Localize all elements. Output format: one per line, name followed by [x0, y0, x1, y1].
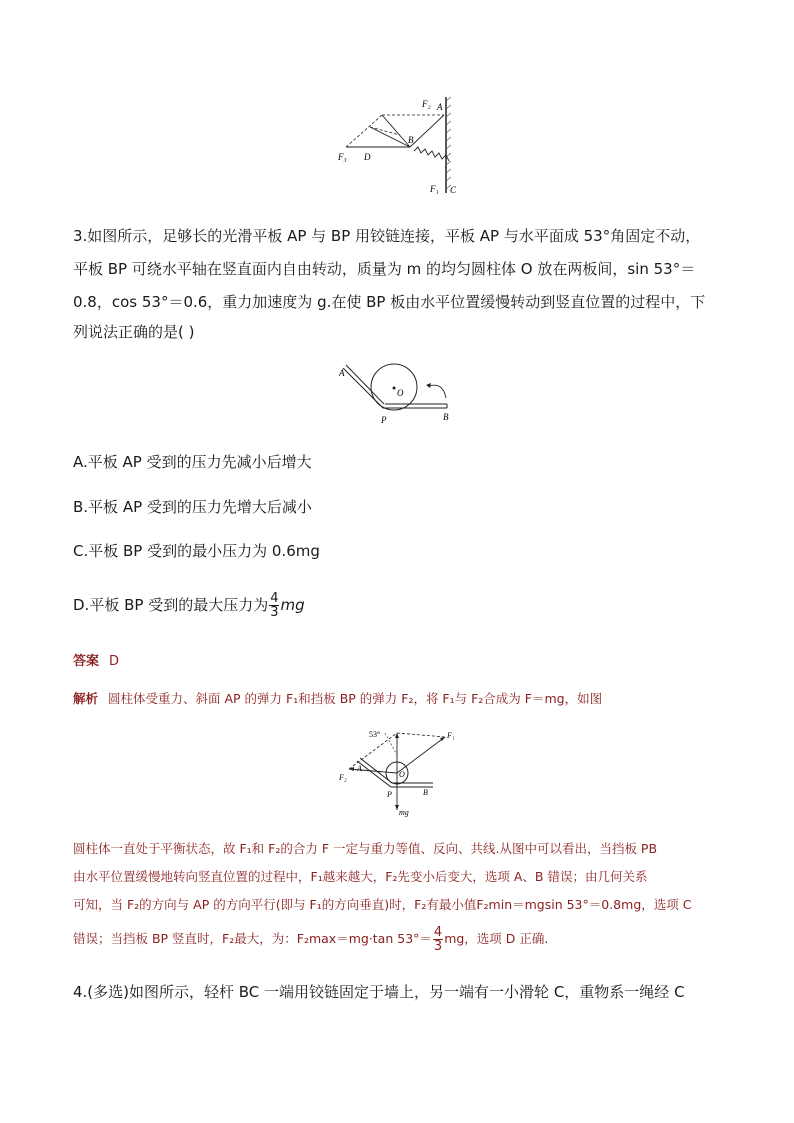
q3-text-line-3: 0.8，cos 53°＝0.6，重力加速度为 g.在使 BP 板由水平位置缓慢转动到竖直位置的过程中，下 — [73, 293, 706, 311]
analysis-text-5-suffix: mg，选项 D 正确. — [444, 931, 549, 946]
option-c: C.平板 BP 受到的最小压力为 0.6mg — [73, 542, 320, 560]
label-b: B — [408, 135, 414, 145]
fig2-label-p: P — [381, 415, 387, 425]
label-f1: F₁ — [430, 184, 439, 194]
fig3-label-a: A — [357, 764, 362, 773]
analysis-label: 解析 — [73, 691, 99, 706]
fig2-label-o: O — [397, 388, 404, 398]
force-diagram-1 — [330, 95, 470, 200]
cylinder-plates-diagram — [335, 358, 460, 428]
analysis-fraction-numerator: 4 — [433, 925, 443, 940]
fig3-label-o: O — [399, 770, 405, 779]
analysis-text-5-prefix: 错误；当挡板 BP 竖直时，F₂最大，为：F₂max＝mg·tan 53°＝ — [73, 931, 432, 946]
fig3-label-angle: 53° — [369, 730, 381, 739]
fig2-label-b: B — [443, 412, 449, 422]
answer-label: 答案 — [73, 654, 100, 669]
option-d — [73, 592, 305, 619]
option-d-denominator: 3 — [270, 605, 279, 620]
label-a: A — [437, 102, 443, 112]
q3-text-line-1: 3.如图所示，足够长的光滑平板 AP 与 BP 用铰链连接，平板 AP 与水平面成 53°角固定不动， — [73, 227, 701, 245]
analysis-text-3: 由水平位置缓慢地转向竖直位置的过程中，F₁越来越大，F₂先变小后变大，选项 A、B 错误；由几何关系 — [73, 869, 648, 884]
fig3-label-mg: mg — [399, 808, 409, 817]
label-f2: F₂ — [422, 99, 431, 109]
label-d: D — [364, 152, 371, 162]
option-d-prefix: D.平板 BP 受到的最大压力为 — [73, 596, 269, 614]
fig3-label-f2: F₂ — [339, 773, 347, 782]
analysis-line-5 — [73, 926, 548, 953]
option-d-numerator: 4 — [270, 591, 279, 606]
fig3-label-p: P — [387, 790, 392, 799]
force-composition-diagram — [335, 725, 465, 820]
q4-text-line-1: 4.(多选)如图所示，轻杆 BC 一端用铰链固定于墙上，另一端有一小滑轮 C，重物系一绳经 C — [73, 983, 685, 1001]
fig3-label-f1: F₁ — [447, 731, 455, 740]
option-d-fraction — [269, 592, 279, 619]
analysis-fraction — [433, 926, 443, 953]
analysis-line-1 — [73, 690, 602, 708]
analysis-fraction-denominator: 3 — [433, 939, 443, 954]
option-a: A.平板 AP 受到的压力先减小后增大 — [73, 453, 312, 471]
q3-text-line-4: 列说法正确的是( ) — [73, 323, 195, 341]
answer-value: D — [109, 654, 120, 669]
q3-text-line-2: 平板 BP 可绕水平轴在竖直面内自由转动，质量为 m 的均匀圆柱体 O 放在两板间，sin 53°＝ — [73, 260, 696, 278]
option-d-suffix: mg — [280, 596, 305, 614]
fig2-label-a: A — [339, 368, 345, 378]
analysis-text-2: 圆柱体一直处于平衡状态，故 F₁和 F₂的合力 F 一定与重力等值、反向、共线.从图中可以看出，当挡板 PB — [73, 841, 658, 856]
label-f3: F₃ — [338, 152, 347, 162]
analysis-text-4: 可知，当 F₂的方向与 AP 的方向平行(即与 F₁的方向垂直)时，F₂有最小值F₂min＝mgsin 53°＝0.8mg，选项 C — [73, 897, 692, 912]
answer-line — [73, 650, 119, 669]
option-b: B.平板 AP 受到的压力先增大后减小 — [73, 498, 312, 516]
analysis-text-1: 圆柱体受重力、斜面 AP 的弹力 F₁和挡板 BP 的弹力 F₂，将 F₁与 F₂合成为 F＝mg，如图 — [108, 691, 603, 706]
fig3-label-b: B — [423, 788, 428, 797]
label-c: C — [450, 185, 457, 195]
